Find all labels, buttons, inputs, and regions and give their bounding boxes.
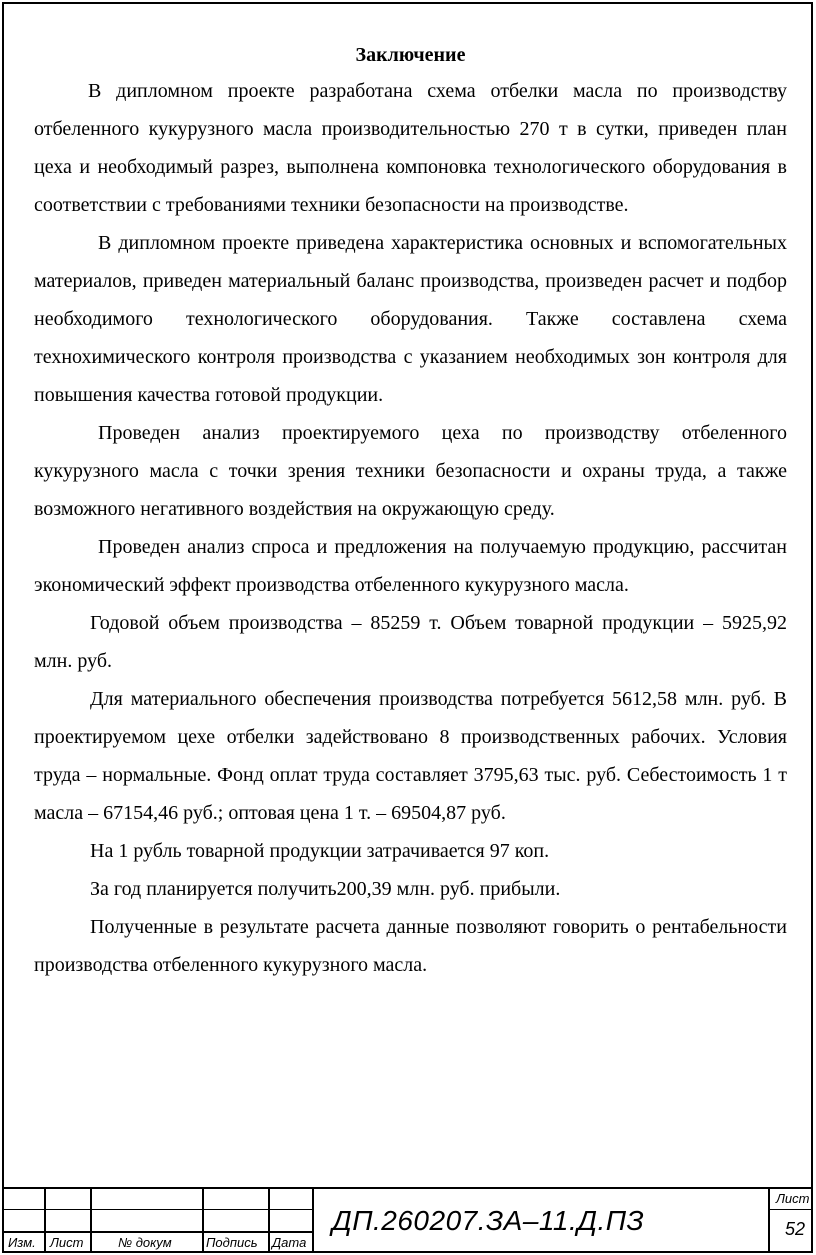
paragraph: На 1 рубль товарной продукции затрачивается 97 коп.	[90, 840, 550, 862]
title-block	[2, 1187, 813, 1253]
stamp-label-list: Лист	[50, 1235, 84, 1250]
sheet-number: 52	[785, 1219, 806, 1239]
document-code: ДП.260207.ЗА–11.Д.ПЗ	[332, 1205, 645, 1236]
paragraph: Для материального обеспечения производства потребуется 5612,58 млн. руб. В проектируемом цехе отбелки задействовано 8 производственных рабочих. Условия труда – нормальные. Фонд оплат труда составляет 3795,63 тыс. руб. Себестоимость 1 т масла – 67154,46 руб.; оптовая цена 1 т. – 69504,87 руб.	[34, 688, 787, 824]
sheet-label: Лист	[776, 1191, 810, 1206]
paragraph: Полученные в результате расчета данные позволяют говорить о рентабельности производства отбеленного кукурузного масла.	[34, 916, 787, 976]
paragraph: Годовой объем производства – 85259 т. Объем товарной продукции – 5925,92 млн. руб.	[34, 612, 787, 672]
paragraph: В дипломном проекте разработана схема отбелки масла по производству отбеленного кукурузного масла производительностью 270 т в сутки, приведен план цеха и необходимый разрез, выполнена компоновка технологического оборудования в соответствии с требованиями техники безопасности на производстве.	[34, 80, 787, 216]
stamp-row-line	[2, 1209, 312, 1210]
stamp-divider	[90, 1189, 92, 1253]
stamp-divider	[44, 1189, 46, 1253]
stamp-label-doc-num: № докум	[118, 1235, 172, 1250]
paragraph: За год планируется получить200,39 млн. руб. прибыли.	[90, 878, 561, 900]
stamp-label-izm: Изм.	[8, 1235, 36, 1250]
stamp-label-signature: Подпись	[206, 1235, 258, 1250]
stamp-row-line	[768, 1209, 813, 1210]
stamp-divider	[202, 1189, 204, 1253]
paragraph: Проведен анализ спроса и предложения на получаемую продукцию, рассчитан экономический эффект производства отбеленного кукурузного масла.	[34, 536, 787, 596]
paragraph: Проведен анализ проектируемого цеха по производству отбеленного кукурузного масла с точки зрения техники безопасности и охраны труда, а также возможного негативного воздействия на окружающую среду.	[34, 422, 787, 520]
paragraph: В дипломном проекте приведена характеристика основных и вспомогательных материалов, приведен материальный баланс производства, произведен расчет и подбор необходимого технологического оборудования. Также составлена схема технохимического контроля производства с указанием необходимых зон контроля для повышения качества готовой продукции.	[34, 232, 787, 406]
stamp-divider	[268, 1189, 270, 1253]
stamp-divider	[312, 1189, 314, 1253]
stamp-row-line	[2, 1231, 312, 1233]
document-body	[34, 40, 787, 984]
page-title: Заключение	[355, 44, 466, 66]
stamp-divider	[768, 1189, 770, 1253]
stamp-label-date: Дата	[272, 1235, 307, 1250]
